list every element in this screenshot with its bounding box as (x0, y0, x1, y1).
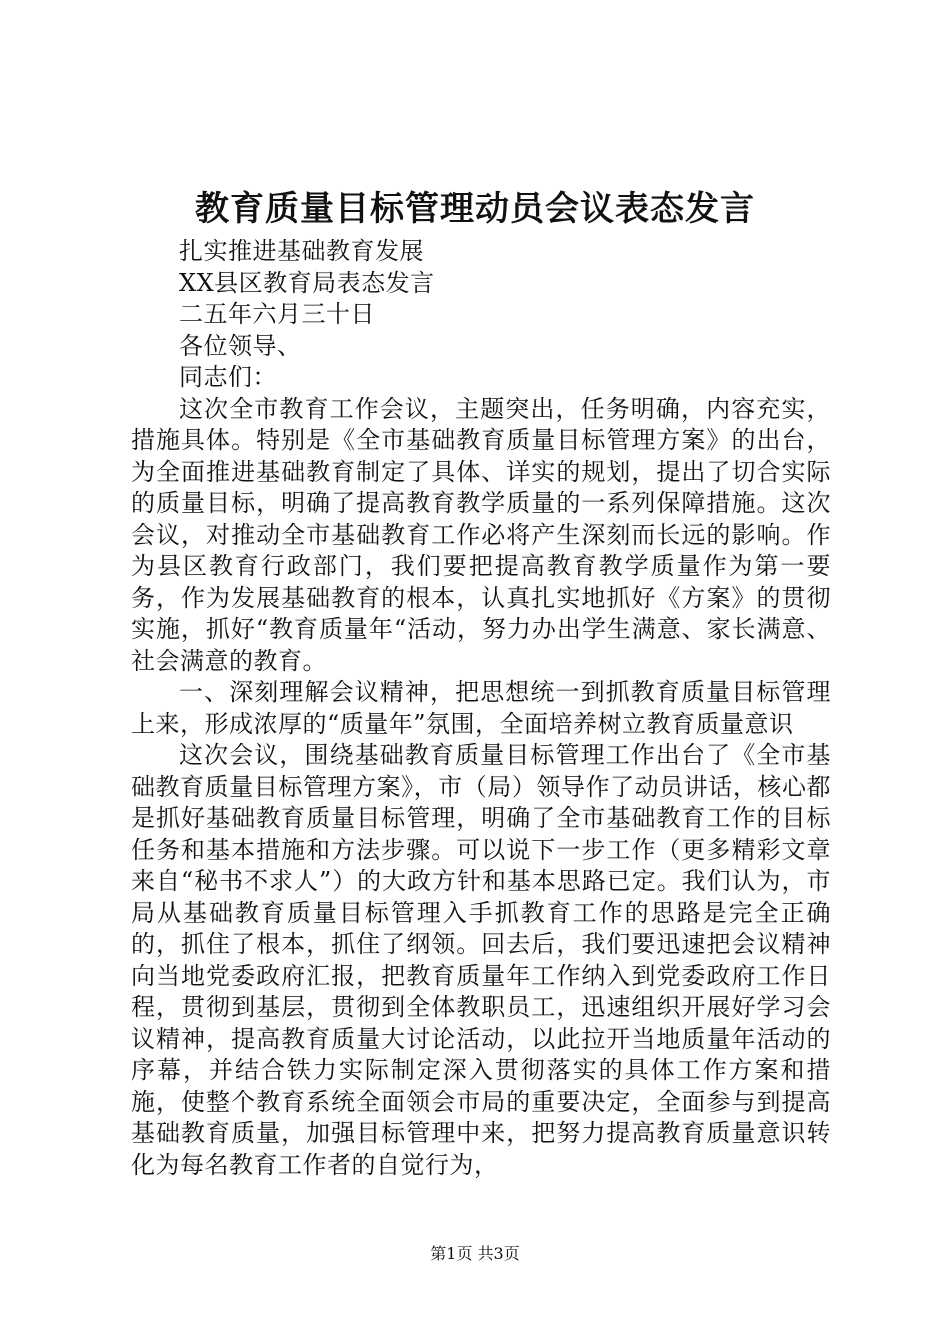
salutation-leaders: 各位领导、 (179, 331, 302, 360)
speaker-line: XX县区教育局表态发言 (179, 268, 435, 297)
page-footer: 第1页 共3页 (430, 1244, 520, 1263)
document-body (131, 236, 831, 1181)
paragraph-section-1: 这次会议，围绕基础教育质量目标管理工作出台了《全市基础教育质量目标管理方案》，市（局）领导作了动员讲话，核心都是抓好基础教育质量目标管理，明确了全市基础教育工作的目标任务和基本措施和方法步骤。可以说下一步工作（更多精彩文章来自“秘书不求人”）的大政方针和基本思路已定。我们认为，市局从基础教育质量目标管理入手抓教育工作的思路是完全正确的，抓住了根本，抓住了纲领。回去后，我们要迅速把会议精神向当地党委政府汇报，把教育质量年工作纳入到党委政府工作日程，贯彻到基层，贯彻到全体教职员工，迅速组织开展好学习会议精神，提高教育质量大讨论活动，以此拉开当地质量年活动的序幕，并结合铁力实际制定深入贯彻落实的具体工作方案和措施，使整个教育系统全面领会市局的重要决定，全面参与到提高基础教育质量，加强目标管理中来，把努力提高教育质量意识转化为每名教育工作者的自觉行为， (131, 741, 831, 1179)
paragraph-intro: 这次全市教育工作会议，主题突出，任务明确，内容充实，措施具体。特别是《全市基础教育质量目标管理方案》的出台，为全面推进基础教育制定了具体、详实的规划，提出了切合实际的质量目标，明确了提高教育教学质量的一系列保障措施。这次会议，对推动全市基础教育工作必将产生深刻而长远的影响。作为县区教育行政部门，我们要把提高教育教学质量作为第一要务，作为发展基础教育的根本，认真扎实地抓好《方案》的贯彻实施，抓好“教育质量年“活动，努力办出学生满意、家长满意、社会满意的教育。 (131, 394, 831, 675)
section-heading-1: 一、深刻理解会议精神，把思想统一到抓教育质量目标管理上来，形成浓厚的“质量年”氛围，全面培养树立教育质量意识 (131, 678, 831, 738)
date-line: 二五年六月三十日 (179, 300, 375, 328)
document-title: 教育质量目标管理动员会议表态发言 (195, 189, 755, 229)
salutation-comrades: 同志们： (179, 363, 277, 391)
subtitle: 扎实推进基础教育发展 (179, 237, 424, 265)
